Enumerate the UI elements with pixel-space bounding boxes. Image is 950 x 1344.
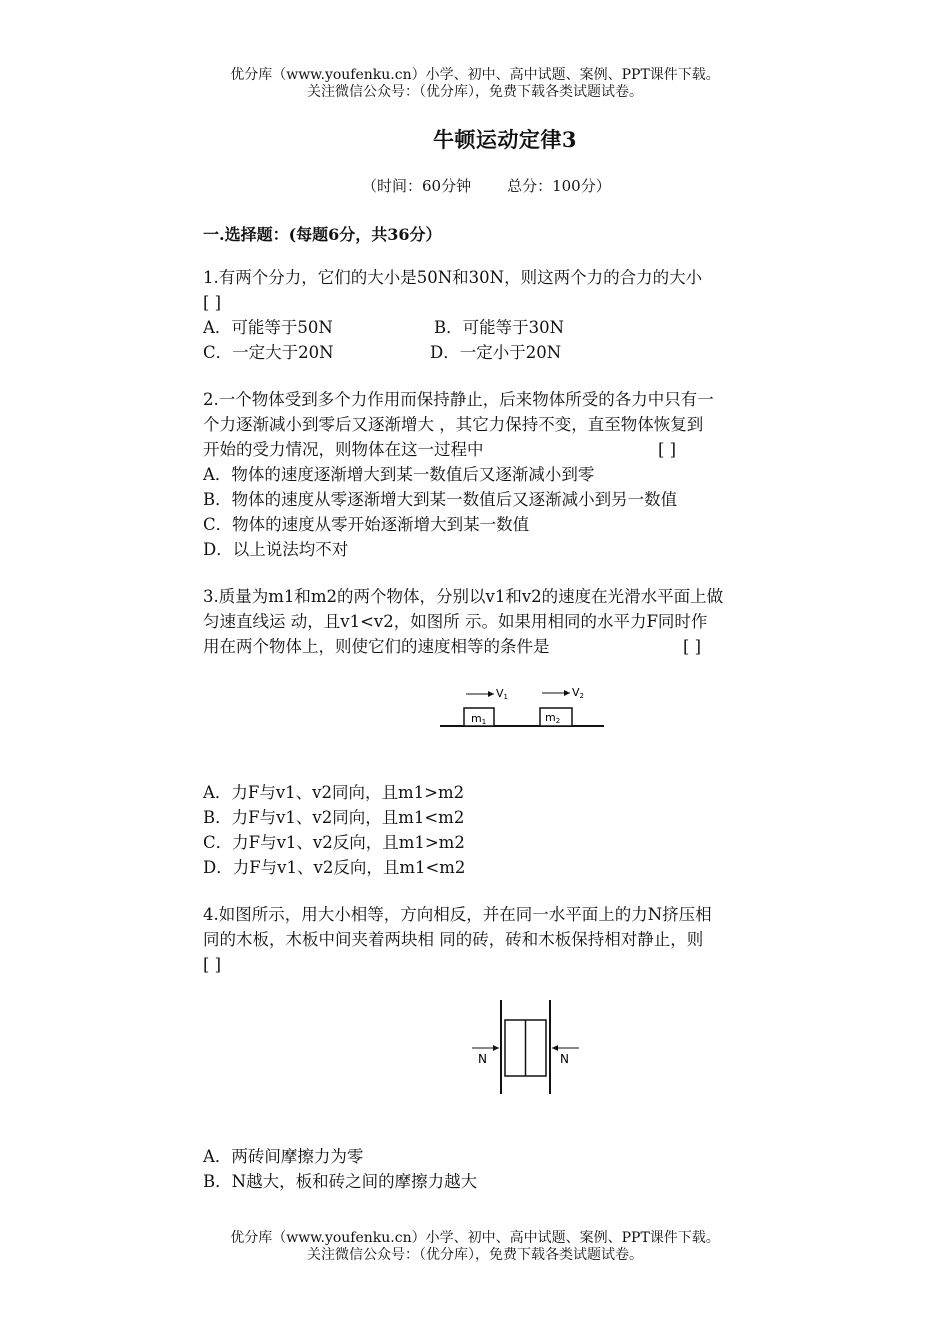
page-title: 牛顿运动定律3 xyxy=(432,127,578,152)
question-3-options xyxy=(203,780,803,880)
question-line: 用在两个物体上，则使它们的速度相等的条件是 xyxy=(203,637,550,656)
question-4 xyxy=(203,902,803,977)
option-c: C．物体的速度从零开始逐渐增大到某一数值 xyxy=(203,515,530,534)
option-b: B．可能等于30N xyxy=(434,318,565,337)
option-c: C．力F与v1、v2反向，且m1>m2 xyxy=(203,833,465,852)
question-line: 4.如图所示，用大小相等，方向相反，并在同一水平面上的力N挤压相 xyxy=(203,905,712,924)
option-d: D．以上说法均不对 xyxy=(203,540,349,559)
option-a: A．力F与v1、v2同向，且m1>m2 xyxy=(203,783,465,802)
label-right-n: N xyxy=(560,1052,569,1066)
question-4-options xyxy=(203,1144,803,1194)
answer-bracket: [ ] xyxy=(683,637,702,656)
exam-info xyxy=(362,175,611,196)
exam-total: 总分：100分） xyxy=(507,177,611,195)
section-heading: 一.选择题：(每题6分，共36分） xyxy=(203,225,442,244)
answer-bracket: [ ] xyxy=(203,955,222,974)
label-v1: V1 xyxy=(496,687,508,701)
page-header xyxy=(0,67,950,101)
two-blocks-figure xyxy=(436,684,608,732)
exam-time: （时间：60分钟 xyxy=(362,177,472,195)
option-d: D．一定小于20N xyxy=(430,343,562,362)
header-line-1: 优分库（www.youfenku.cn）小学、初中、高中试题、案例、PPT课件下载。 xyxy=(230,67,720,83)
option-b: B．物体的速度从零逐渐增大到某一数值后又逐渐减小到另一数值 xyxy=(203,490,678,509)
option-a: A．物体的速度逐渐增大到某一数值后又逐渐减小到零 xyxy=(203,465,595,484)
option-a: A．两砖间摩擦力为零 xyxy=(203,1147,364,1166)
bricks-boards-figure xyxy=(468,998,584,1098)
option-d: D．力F与v1、v2反向，且m1<m2 xyxy=(203,858,466,877)
option-b: B．N越大，板和砖之间的摩擦力越大 xyxy=(203,1172,478,1191)
answer-bracket: [ ] xyxy=(203,293,222,312)
label-v2: V2 xyxy=(572,686,584,700)
right-force-arrowhead xyxy=(552,1045,558,1051)
question-2 xyxy=(203,387,803,562)
footer-line-1: 优分库（www.youfenku.cn）小学、初中、高中试题、案例、PPT课件下载。 xyxy=(230,1230,720,1246)
option-a: A．可能等于50N xyxy=(203,318,333,337)
left-force-arrowhead xyxy=(493,1045,499,1051)
question-line: 2.一个物体受到多个力作用而保持静止，后来物体所受的各力中只有一 xyxy=(203,390,714,409)
question-1 xyxy=(203,265,803,365)
answer-bracket: [ ] xyxy=(658,440,677,459)
question-line: 3.质量为m1和m2的两个物体，分别以v1和v2的速度在光滑水平面上做 xyxy=(203,587,724,606)
header-line-2: 关注微信公众号：（优分库），免费下载各类试题试卷。 xyxy=(307,84,643,100)
question-line: 个力逐渐减小到零后又逐渐增大 ，其它力保持不变，直至物体恢复到 xyxy=(203,415,704,434)
v2-arrowhead xyxy=(564,690,570,696)
question-line: 开始的受力情况，则物体在这一过程中 xyxy=(203,440,484,459)
page-footer xyxy=(0,1230,950,1264)
label-m1: m1 xyxy=(471,712,487,726)
v1-arrowhead xyxy=(488,691,494,697)
label-m2: m2 xyxy=(545,711,561,725)
option-b: B．力F与v1、v2同向，且m1<m2 xyxy=(203,808,465,827)
question-line: 匀速直线运 动，且v1<v2，如图所 示。如果用相同的水平力F同时作 xyxy=(203,612,708,631)
label-left-n: N xyxy=(478,1052,487,1066)
footer-line-2: 关注微信公众号：（优分库），免费下载各类试题试卷。 xyxy=(307,1247,643,1263)
question-stem: 1.有两个分力，它们的大小是50N和30N，则这两个力的合力的大小 xyxy=(203,268,703,287)
question-3 xyxy=(203,584,803,659)
option-c: C．一定大于20N xyxy=(203,343,334,362)
question-line: 同的木板，木板中间夹着两块相 同的砖，砖和木板保持相对静止，则 xyxy=(203,930,704,949)
